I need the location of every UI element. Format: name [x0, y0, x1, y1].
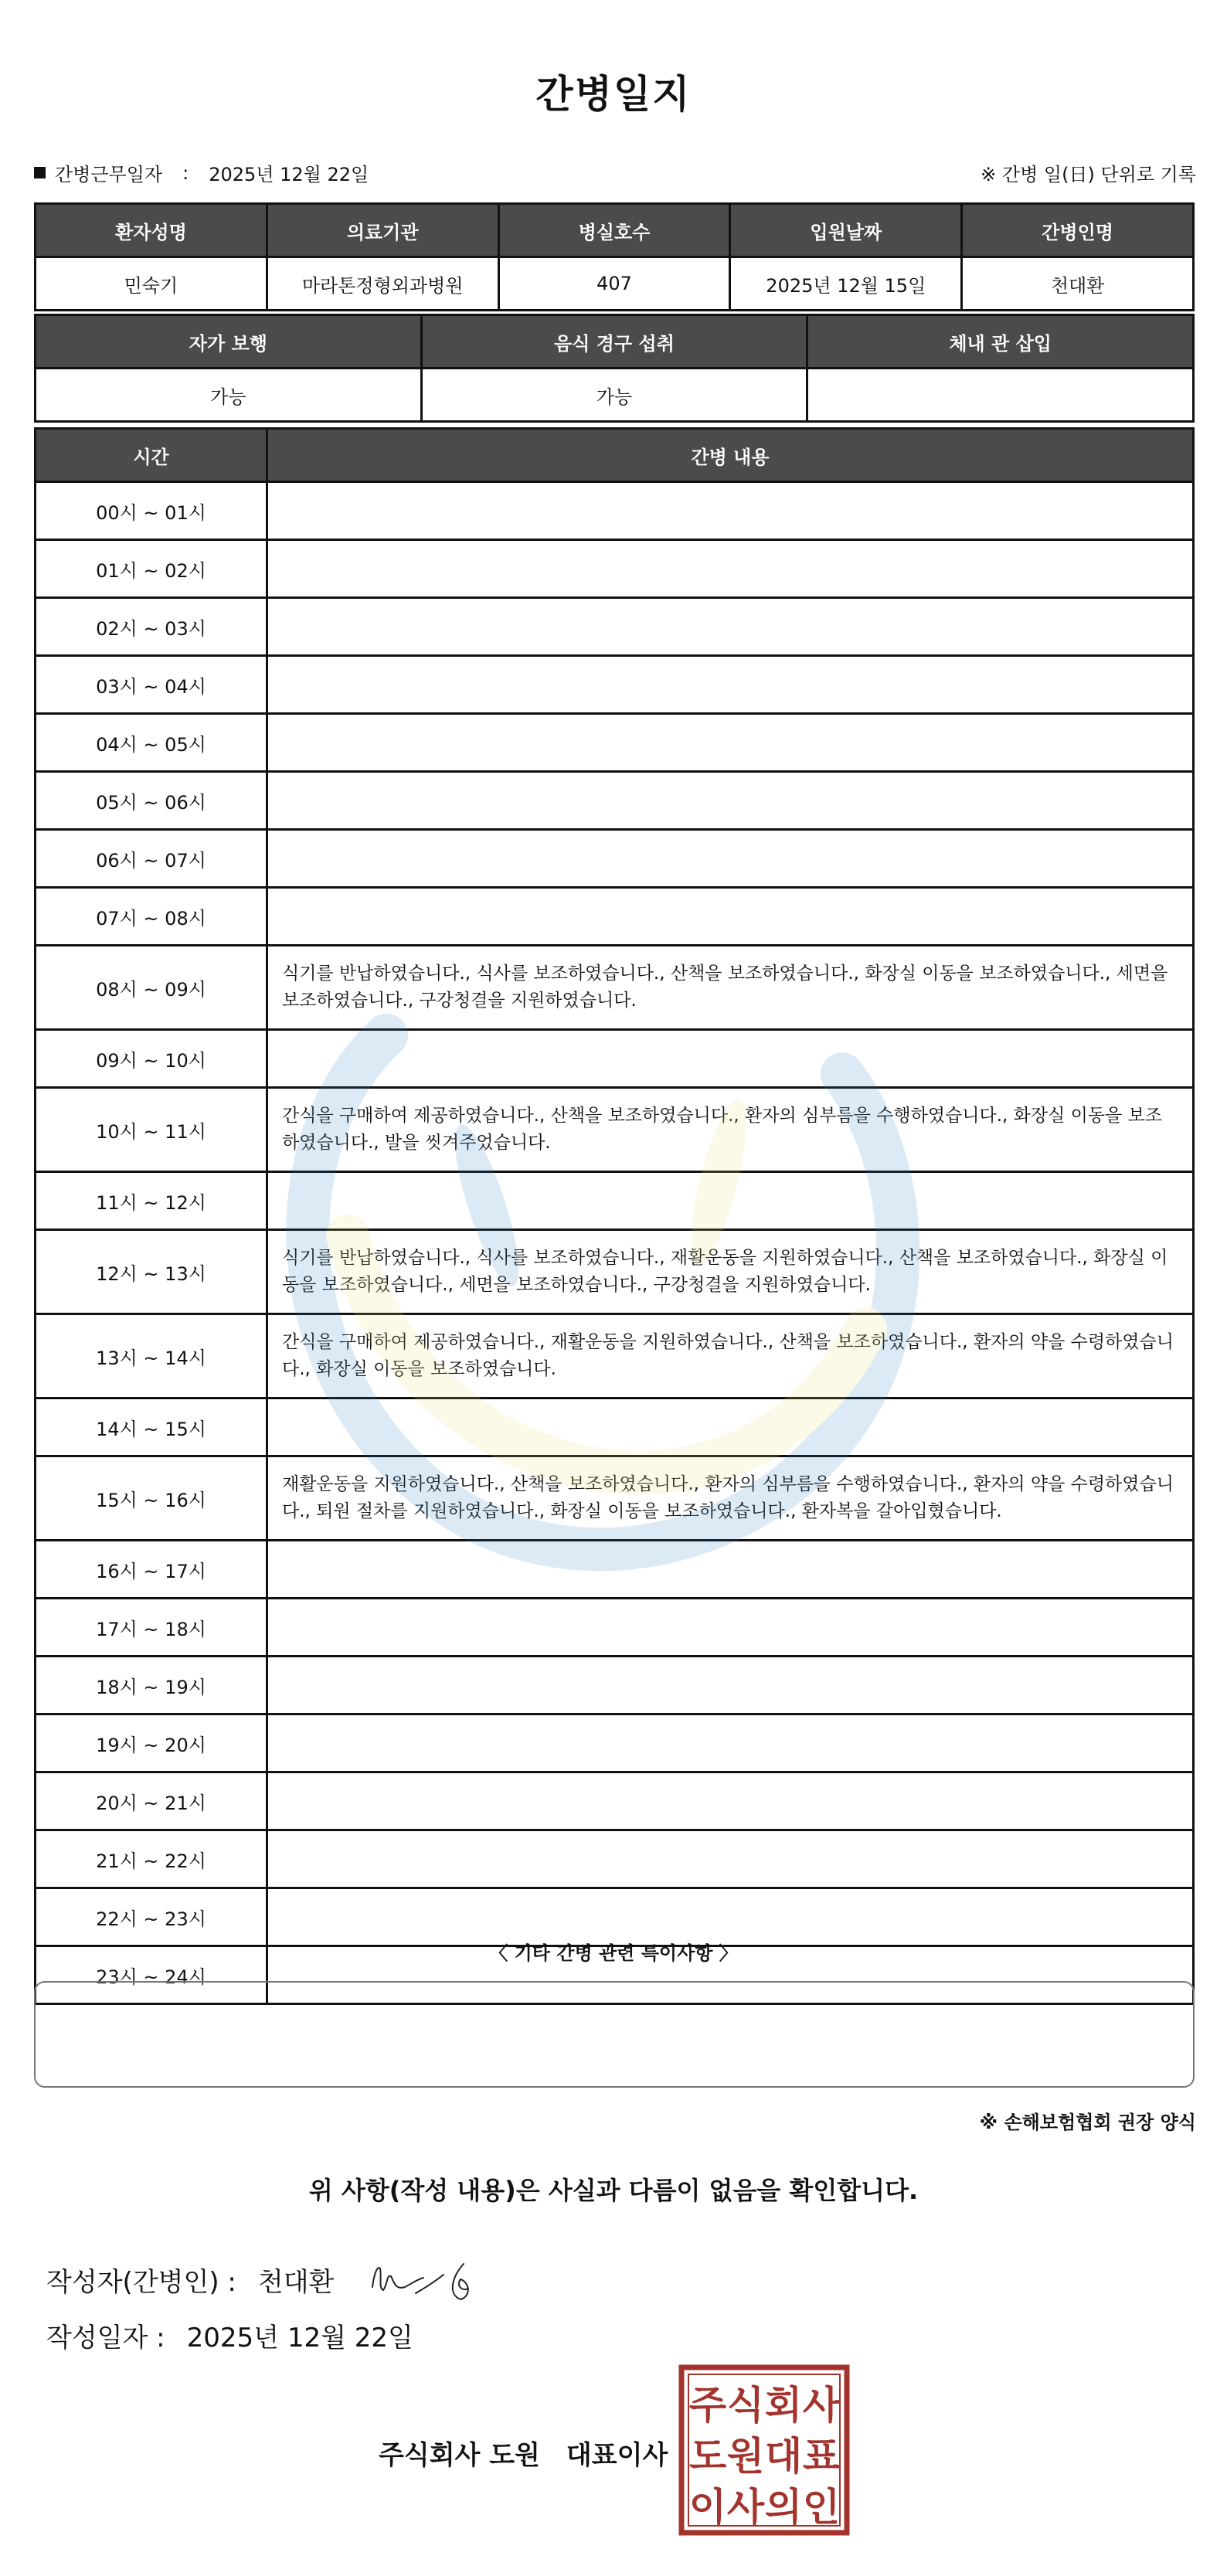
patient-name-header: 환자성명 — [36, 204, 267, 257]
seal-glyph: 식 — [726, 2383, 765, 2428]
table-row — [36, 1030, 1194, 1088]
care-note — [267, 598, 1194, 656]
table-row — [36, 598, 1194, 656]
time-slot: 11시 ~ 12시 — [36, 1172, 267, 1230]
time-slot: 16시 ~ 17시 — [36, 1541, 267, 1599]
hospital-name: 마라톤정형외과병원 — [267, 257, 498, 311]
writer-line — [46, 2251, 481, 2307]
oral-intake-header: 음식 경구 섭취 — [421, 315, 807, 369]
time-slot: 07시 ~ 08시 — [36, 888, 267, 946]
company-seal-stamp-icon — [678, 2364, 850, 2536]
table-row — [36, 772, 1194, 830]
work-date-value: 2025년 12월 22일 — [209, 164, 369, 185]
time-slot: 21시 ~ 22시 — [36, 1830, 267, 1888]
table-row — [36, 1830, 1194, 1888]
care-note — [267, 1657, 1194, 1715]
patient-name: 민숙기 — [36, 257, 267, 311]
care-log-body — [36, 482, 1194, 2004]
table-row — [36, 656, 1194, 714]
caregiver-name: 천대환 — [962, 257, 1194, 311]
time-slot: 19시 ~ 20시 — [36, 1715, 267, 1772]
time-slot: 15시 ~ 16시 — [36, 1456, 267, 1541]
patient-info-table — [34, 202, 1195, 311]
care-note — [267, 1172, 1194, 1230]
care-note — [267, 830, 1194, 888]
hospital-header: 의료기관 — [267, 204, 498, 257]
work-date — [34, 159, 369, 186]
care-note — [267, 1715, 1194, 1772]
care-note — [267, 540, 1194, 598]
other-notes-box — [34, 1981, 1195, 2088]
time-slot: 03시 ~ 04시 — [36, 656, 267, 714]
company-representative: 대표이사 — [566, 2440, 668, 2471]
table-row — [36, 1172, 1194, 1230]
tube-value — [807, 369, 1194, 422]
walking-value: 가능 — [36, 369, 422, 422]
time-slot: 12시 ~ 13시 — [36, 1230, 267, 1314]
care-note — [267, 772, 1194, 830]
care-note — [267, 714, 1194, 772]
table-row — [36, 888, 1194, 946]
seal-glyph: 회 — [764, 2383, 803, 2428]
seal-glyph: 대 — [764, 2434, 803, 2479]
table-row — [36, 1772, 1194, 1830]
care-content-header: 간병 내용 — [267, 429, 1194, 482]
care-log-table — [34, 427, 1195, 2005]
time-slot: 01시 ~ 02시 — [36, 540, 267, 598]
care-note — [267, 1398, 1194, 1456]
time-header: 시간 — [36, 429, 267, 482]
time-slot: 23시 ~ 24시 — [36, 1946, 267, 2004]
written-date-value: 2025년 12월 22일 — [186, 2323, 413, 2353]
time-slot: 04시 ~ 05시 — [36, 714, 267, 772]
work-date-separator: : — [182, 161, 189, 184]
caregiver-header: 간병인명 — [962, 204, 1194, 257]
seal-glyph: 도 — [688, 2434, 727, 2479]
table-row — [36, 1715, 1194, 1772]
care-note: 식기를 반납하였습니다., 식사를 보조하였습니다., 산책을 보조하였습니다., 화장실 이동을 보조하였습니다., 세면을 보조하였습니다., 구강청결을 지원하였습니다. — [267, 946, 1194, 1030]
table-row — [36, 946, 1194, 1030]
table-row — [36, 1599, 1194, 1657]
time-slot: 20시 ~ 21시 — [36, 1772, 267, 1830]
time-slot: 02시 ~ 03시 — [36, 598, 267, 656]
table-row — [36, 540, 1194, 598]
room-number: 407 — [498, 257, 730, 311]
patient-status-table — [34, 314, 1195, 423]
care-note — [267, 888, 1194, 946]
admission-date-header: 입원날짜 — [730, 204, 962, 257]
table-row — [36, 714, 1194, 772]
time-slot: 17시 ~ 18시 — [36, 1599, 267, 1657]
seal-glyph: 이 — [688, 2485, 727, 2530]
time-slot: 05시 ~ 06시 — [36, 772, 267, 830]
confirmation-statement: 위 사항(작성 내용)은 사실과 다름이 없음을 확인합니다. — [308, 2176, 919, 2205]
writer-label: 작성자(간병인) : — [46, 2266, 236, 2298]
table-row — [36, 1541, 1194, 1599]
other-notes-title: 〈 기타 간병 관련 특이사항 〉 — [489, 1942, 738, 1964]
seal-glyph: 인 — [802, 2485, 841, 2530]
signature-icon — [365, 2251, 481, 2307]
care-note: 재활운동을 지원하였습니다., 산책을 보조하였습니다., 환자의 심부름을 수행하였습니다., 환자의 약을 수령하였습니다., 퇴원 절차를 지원하였습니다., 화장실 이동을 보조하였습니다., 환자복을 갈아입혔습니다. — [267, 1456, 1194, 1541]
table-row — [36, 1088, 1194, 1172]
seal-glyph: 원 — [726, 2434, 765, 2479]
care-note: 간식을 구매하여 제공하였습니다., 산책을 보조하였습니다., 환자의 심부름을 수행하였습니다., 화장실 이동을 보조하였습니다., 발을 씻겨주었습니다. — [267, 1088, 1194, 1172]
care-note: 식기를 반납하였습니다., 식사를 보조하였습니다., 재활운동을 지원하였습니다., 산책을 보조하였습니다., 화장실 이동을 보조하였습니다., 세면을 보조하였습니다., 구강청결을 지원하였습니다. — [267, 1230, 1194, 1314]
time-slot: 18시 ~ 19시 — [36, 1657, 267, 1715]
table-row — [36, 1398, 1194, 1456]
writer-name: 천대환 — [257, 2266, 335, 2298]
care-note — [267, 1599, 1194, 1657]
table-row — [36, 1230, 1194, 1314]
care-note: 간식을 구매하여 제공하였습니다., 재활운동을 지원하였습니다., 산책을 보조하였습니다., 환자의 약을 수령하였습니다., 화장실 이동을 보조하였습니다. — [267, 1314, 1194, 1398]
company-signature-line — [379, 2434, 668, 2472]
company-name: 주식회사 도원 — [379, 2440, 540, 2471]
care-note — [267, 1030, 1194, 1088]
table-row — [36, 482, 1194, 540]
table-row — [36, 1657, 1194, 1715]
written-date-label: 작성일자 : — [46, 2323, 165, 2353]
square-bullet-icon — [34, 167, 46, 178]
care-note — [267, 1772, 1194, 1830]
seal-glyph: 사 — [802, 2383, 841, 2428]
room-header: 병실호수 — [498, 204, 730, 257]
page-title: 간병일지 — [535, 72, 692, 117]
time-slot: 22시 ~ 23시 — [36, 1888, 267, 1946]
time-slot: 13시 ~ 14시 — [36, 1314, 267, 1398]
oral-intake-value: 가능 — [421, 369, 807, 422]
form-footnote: ※ 손해보험협회 권장 양식 — [979, 2112, 1196, 2133]
care-note — [267, 1541, 1194, 1599]
time-slot: 10시 ~ 11시 — [36, 1088, 267, 1172]
seal-glyph: 주 — [688, 2383, 727, 2428]
table-row — [36, 830, 1194, 888]
table-row — [36, 1314, 1194, 1398]
seal-glyph: 사 — [726, 2485, 765, 2530]
time-slot: 09시 ~ 10시 — [36, 1030, 267, 1088]
work-date-label: 간병근무일자 — [55, 164, 163, 185]
walking-header: 자가 보행 — [36, 315, 422, 369]
tube-header: 체내 관 삽입 — [807, 315, 1194, 369]
time-slot: 08시 ~ 09시 — [36, 946, 267, 1030]
table-row — [36, 1456, 1194, 1541]
time-slot: 14시 ~ 15시 — [36, 1398, 267, 1456]
care-note — [267, 1830, 1194, 1888]
care-note — [267, 482, 1194, 540]
seal-glyph: 의 — [764, 2485, 803, 2530]
time-slot: 06시 ~ 07시 — [36, 830, 267, 888]
care-note — [267, 656, 1194, 714]
admission-date: 2025년 12월 15일 — [730, 257, 962, 311]
time-slot: 00시 ~ 01시 — [36, 482, 267, 540]
written-date-line — [46, 2316, 413, 2354]
unit-note: ※ 간병 일(日) 단위로 기록 — [981, 164, 1196, 185]
seal-glyph: 표 — [802, 2434, 841, 2479]
